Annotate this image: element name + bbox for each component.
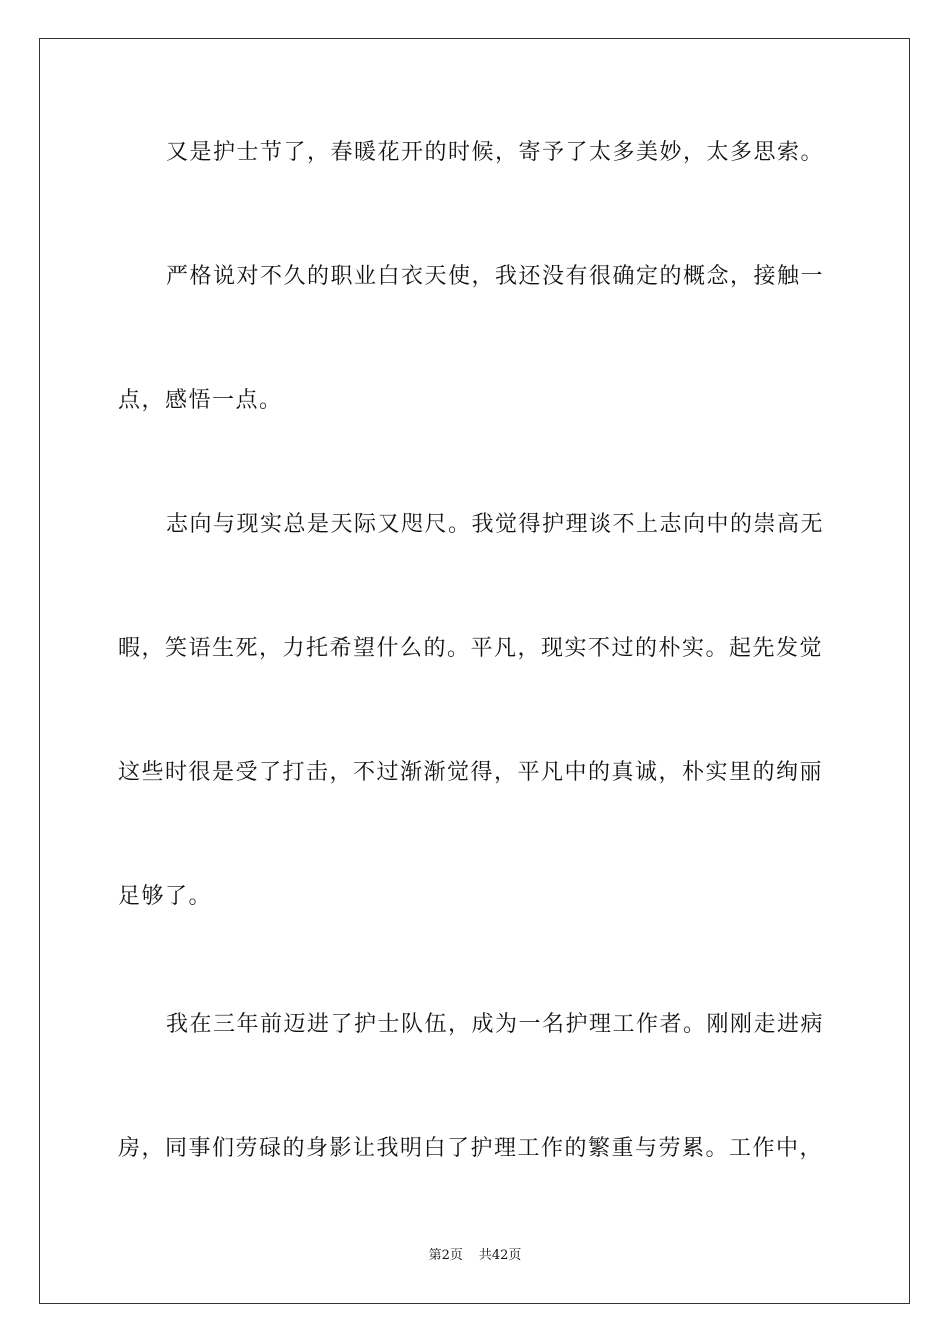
total-pages: 共42页 — [478, 1248, 522, 1263]
page-number: 第2页 — [428, 1248, 463, 1263]
paragraph-line: 足够了。 — [118, 884, 213, 909]
paragraph-line: 我在三年前迈进了护士队伍，成为一名护理工作者。刚刚走进病 — [166, 1012, 825, 1037]
paragraph-line: 又是护士节了，春暖花开的时候，寄予了太多美妙，太多思索。 — [166, 140, 825, 165]
paragraph-line: 点，感悟一点。 — [118, 388, 283, 413]
paragraph-line: 暇，笑语生死，力托希望什么的。平凡，现实不过的朴实。起先发觉 — [118, 636, 824, 661]
paragraph-line: 房，同事们劳碌的身影让我明白了护理工作的繁重与劳累。工作中， — [118, 1136, 824, 1161]
paragraph-line: 这些时很是受了打击，不过渐渐觉得，平凡中的真诚，朴实里的绚丽 — [118, 760, 824, 785]
page-border — [39, 38, 910, 1304]
page-footer — [0, 1247, 950, 1265]
paragraph-line: 严格说对不久的职业白衣天使，我还没有很确定的概念，接触一 — [166, 264, 825, 289]
paragraph-line: 志向与现实总是天际又咫尺。我觉得护理谈不上志向中的崇高无 — [166, 512, 825, 537]
